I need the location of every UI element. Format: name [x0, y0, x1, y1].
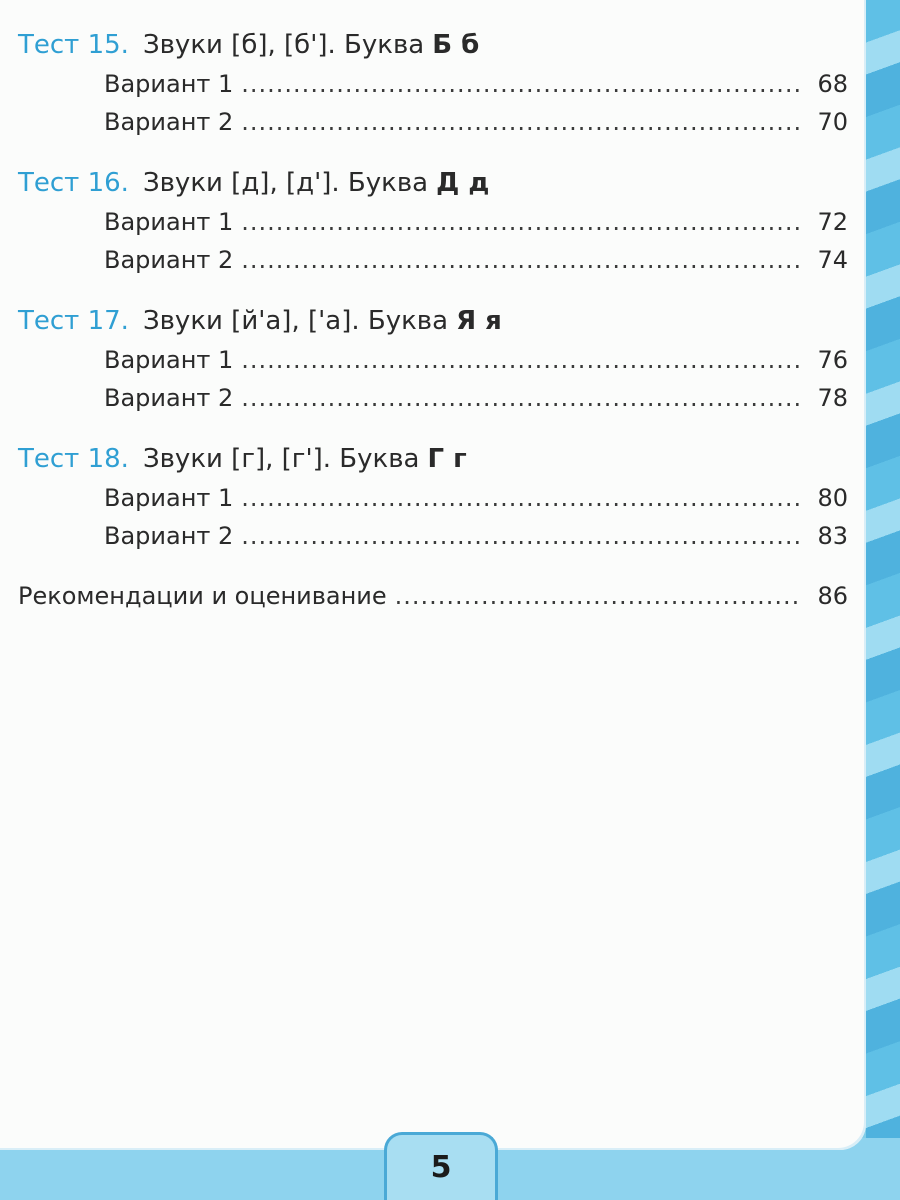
table-of-contents: [18, 30, 848, 620]
test-title: Звуки [й'а], ['а]. Буква: [142, 306, 449, 336]
decorative-side-border: [866, 0, 900, 1200]
test-title: Звуки [б], [б']. Буква: [142, 30, 425, 60]
toc-entry-variant[interactable]: [18, 246, 848, 284]
entry-label: Вариант 2: [104, 384, 234, 412]
entry-page-number: 76: [817, 346, 848, 374]
entry-label: Вариант 1: [104, 70, 234, 98]
toc-group-test-15: [18, 30, 848, 146]
dot-leader: [241, 384, 800, 412]
toc-group-test-18: [18, 444, 848, 560]
dot-leader: [241, 484, 800, 512]
toc-test-heading[interactable]: [18, 168, 848, 208]
toc-test-heading[interactable]: [18, 444, 848, 484]
page-number-tab: [384, 1132, 498, 1200]
entry-page-number: 74: [817, 246, 848, 274]
dot-leader: [241, 70, 800, 98]
page-number: 5: [430, 1150, 452, 1185]
toc-group-test-17: [18, 306, 848, 422]
dot-leader: [241, 346, 800, 374]
entry-label: Вариант 2: [104, 522, 234, 550]
toc-group-test-16: [18, 168, 848, 284]
test-number: Тест 18.: [18, 444, 129, 474]
test-number: Тест 17.: [18, 306, 129, 336]
toc-entry-variant[interactable]: [18, 384, 848, 422]
test-title: Звуки [д], [д']. Буква: [142, 168, 429, 198]
test-letter: Г г: [427, 444, 467, 474]
toc-entry-variant[interactable]: [18, 484, 848, 522]
test-number: Тест 15.: [18, 30, 129, 60]
toc-test-heading[interactable]: [18, 30, 848, 70]
entry-label: Вариант 1: [104, 484, 234, 512]
toc-entry-recommendations[interactable]: [18, 582, 848, 620]
toc-entry-variant[interactable]: [18, 70, 848, 108]
toc-entry-variant[interactable]: [18, 346, 848, 384]
toc-entry-variant[interactable]: [18, 522, 848, 560]
test-letter: Я я: [456, 306, 502, 336]
entry-page-number: 68: [817, 70, 848, 98]
dot-leader: [395, 582, 800, 610]
toc-entry-variant[interactable]: [18, 208, 848, 246]
test-number: Тест 16.: [18, 168, 129, 198]
entry-page-number: 72: [817, 208, 848, 236]
toc-entry-variant[interactable]: [18, 108, 848, 146]
dot-leader: [241, 246, 800, 274]
entry-page-number: 80: [817, 484, 848, 512]
test-letter: Б б: [432, 30, 480, 60]
entry-page-number: 83: [817, 522, 848, 550]
entry-label: Рекомендации и оценивание: [18, 582, 387, 610]
entry-label: Вариант 2: [104, 108, 234, 136]
dot-leader: [241, 208, 800, 236]
test-title: Звуки [г], [г']. Буква: [142, 444, 420, 474]
entry-label: Вариант 2: [104, 246, 234, 274]
dot-leader: [241, 108, 800, 136]
entry-page-number: 70: [817, 108, 848, 136]
toc-test-heading[interactable]: [18, 306, 848, 346]
dot-leader: [241, 522, 800, 550]
entry-page-number: 86: [817, 582, 848, 610]
entry-label: Вариант 1: [104, 208, 234, 236]
entry-page-number: 78: [817, 384, 848, 412]
entry-label: Вариант 1: [104, 346, 234, 374]
test-letter: Д д: [436, 168, 490, 198]
